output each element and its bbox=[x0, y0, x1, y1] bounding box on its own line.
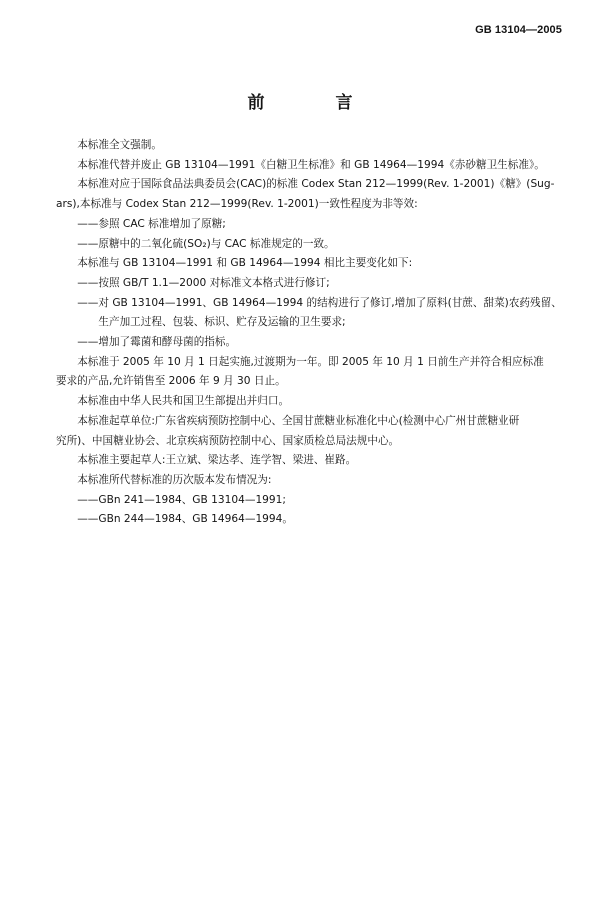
body-line: ars),本标准与 Codex Stan 212—1999(Rev. 1-2001)一致性程度为非等效: bbox=[56, 198, 418, 211]
standard-code: GB 13104—2005 bbox=[475, 24, 562, 36]
list-item: ——按照 GB/T 1.1—2000 对标准文本格式进行修订; bbox=[77, 276, 330, 289]
body-line: 本标准对应于国际食品法典委员会(CAC)的标准 Codex Stan 212—1999(Rev. 1-2001)《糖》(Sug- bbox=[77, 178, 555, 191]
list-item: ——对 GB 13104—1991、GB 14964—1994 的结构进行了修订,增加了原料(甘蔗、甜菜)农药残留、 bbox=[77, 296, 562, 309]
foreword-body bbox=[56, 136, 564, 530]
body-line: 本标准主要起草人:王立斌、梁达孝、连学智、梁进、崔路。 bbox=[77, 454, 357, 467]
body-line: 本标准所代替标准的历次版本发布情况为: bbox=[77, 473, 272, 486]
list-item: ——GBn 244—1984、GB 14964—1994。 bbox=[77, 513, 293, 526]
body-line: 本标准由中华人民共和国卫生部提出并归口。 bbox=[77, 395, 290, 408]
body-line: 究所)、中国糖业协会、北京疾病预防控制中心、国家质检总局法规中心。 bbox=[56, 434, 400, 447]
body-line: 本标准全文强制。 bbox=[77, 139, 162, 151]
list-item: ——增加了霉菌和酵母菌的指标。 bbox=[77, 336, 237, 349]
list-item: ——参照 CAC 标准增加了原糖; bbox=[77, 217, 226, 230]
page-title: 前 言 bbox=[247, 93, 380, 113]
body-line: 本标准与 GB 13104—1991 和 GB 14964—1994 相比主要变化如下: bbox=[77, 257, 413, 270]
body-line: 要求的产品,允许销售至 2006 年 9 月 30 日止。 bbox=[56, 375, 286, 388]
body-line: 本标准起草单位:广东省疾病预防控制中心、全国甘蔗糖业标准化中心(检测中心广州甘蔗糖业研 bbox=[77, 414, 520, 427]
list-item-continuation: 生产加工过程、包装、标识、贮存及运输的卫生要求; bbox=[98, 316, 346, 329]
list-item: ——原糖中的二氧化硫(SO₂)与 CAC 标准规定的一致。 bbox=[77, 237, 335, 250]
list-item: ——GBn 241—1984、GB 13104—1991; bbox=[77, 493, 286, 506]
body-line: 本标准代替并废止 GB 13104—1991《白糖卫生标准》和 GB 14964—1994《赤砂糖卫生标准》。 bbox=[77, 158, 545, 171]
body-line: 本标准于 2005 年 10 月 1 日起实施,过渡期为一年。即 2005 年 10 月 1 日前生产并符合相应标准 bbox=[77, 355, 544, 368]
